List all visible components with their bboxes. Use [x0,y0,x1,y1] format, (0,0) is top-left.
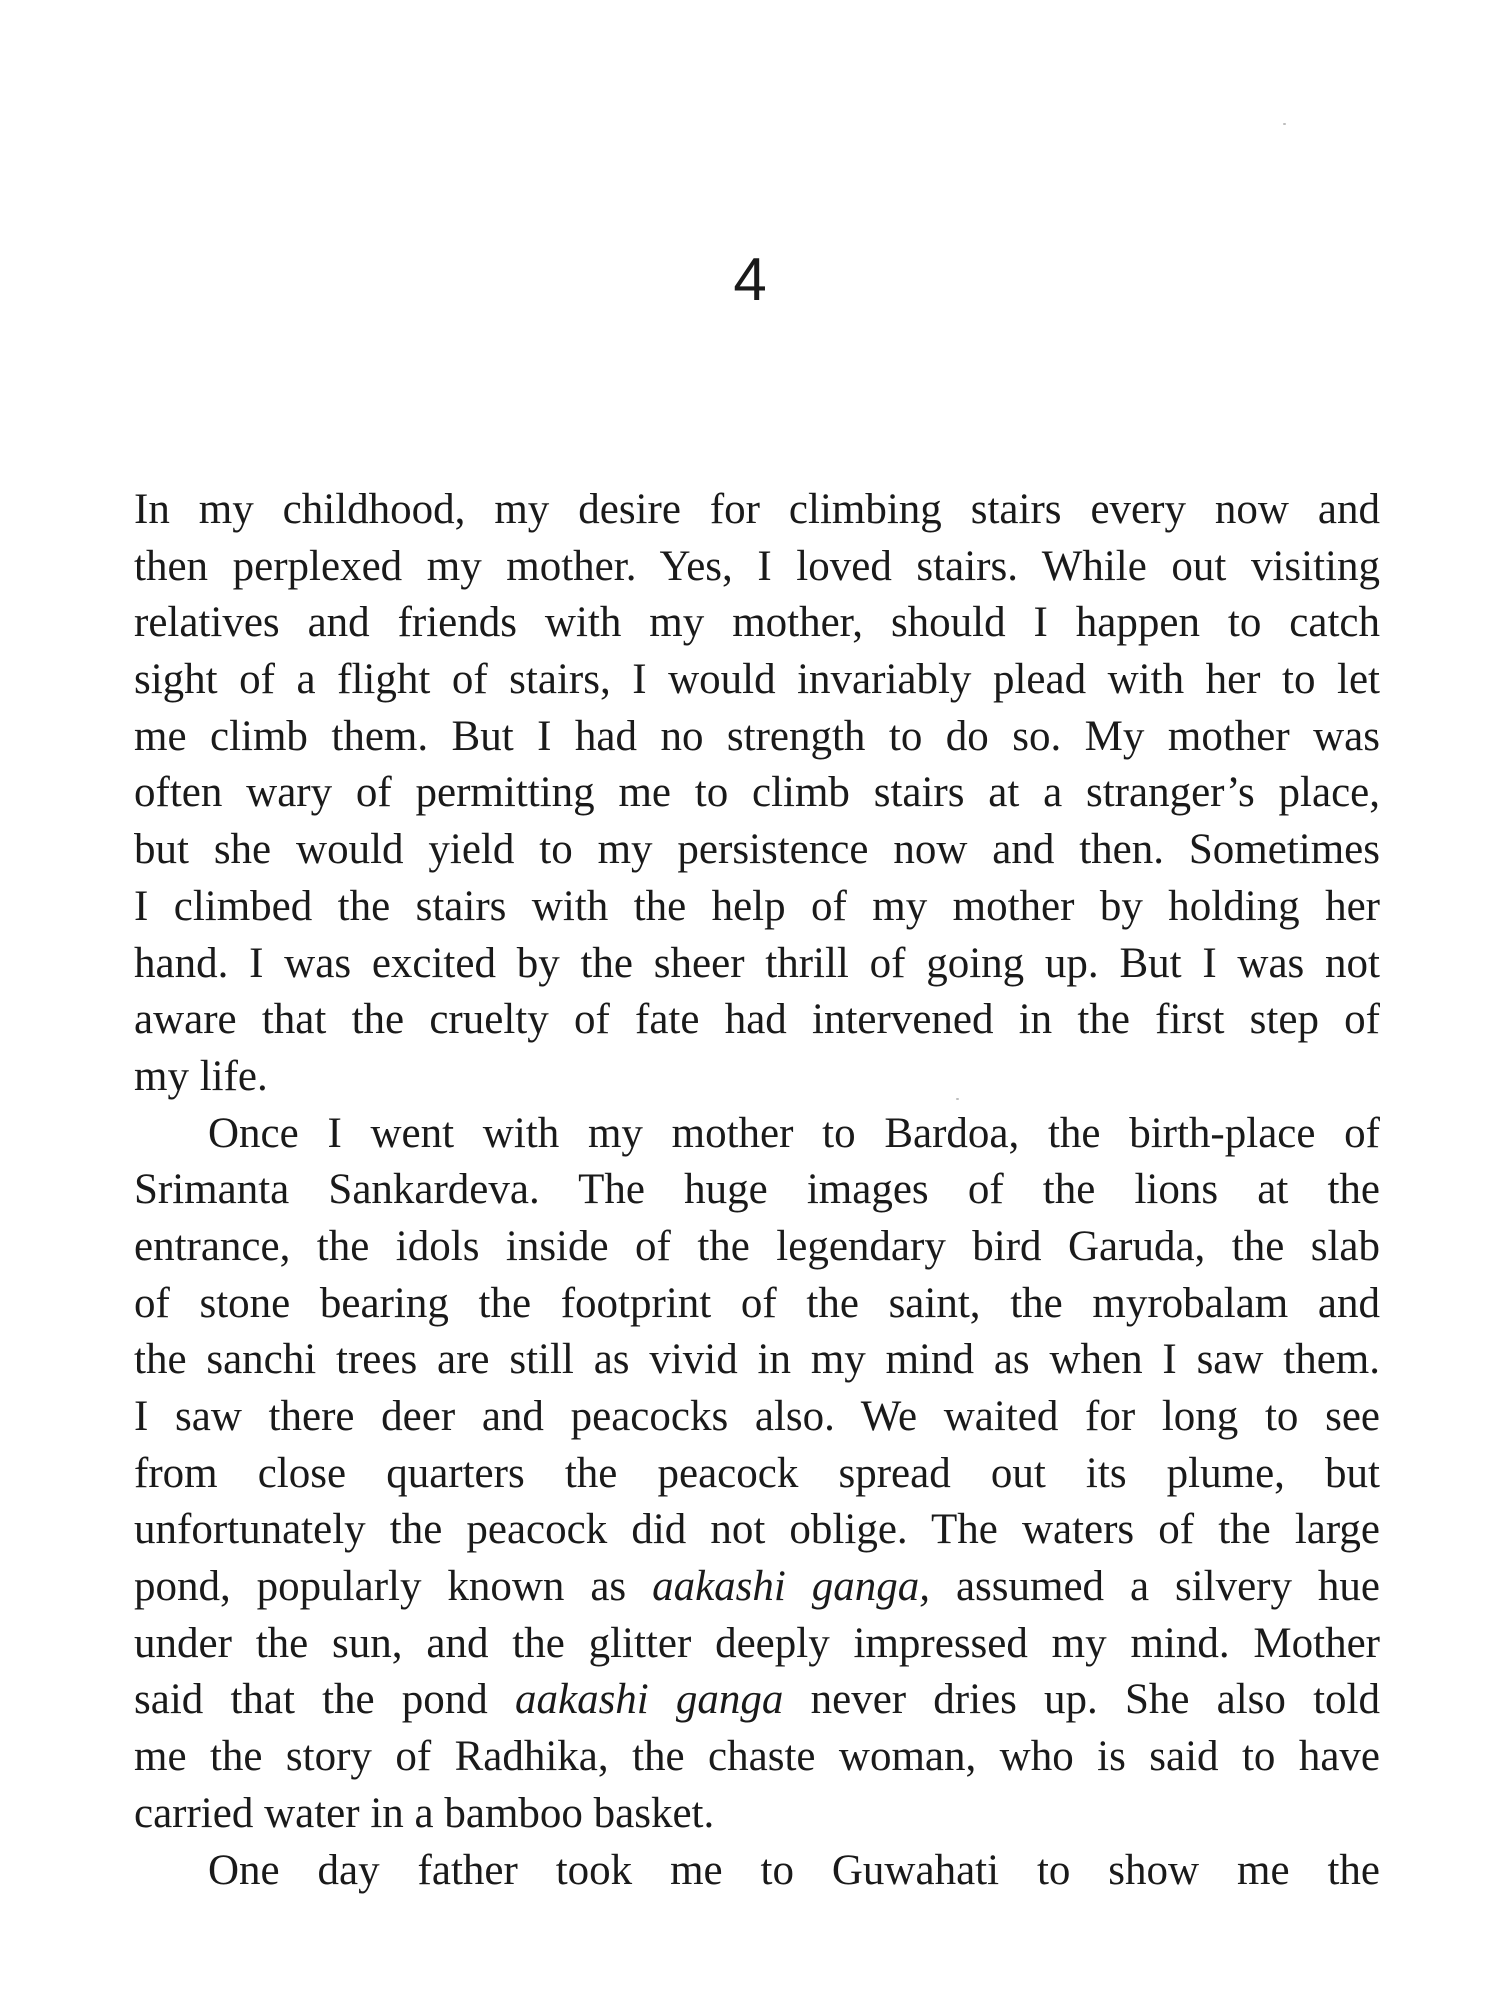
text-segment: never dries up. She also told [783,1676,1380,1724]
text-line [134,1786,1380,1843]
text-line [134,1672,1380,1729]
text-segment: my life. [134,1052,268,1100]
paper-speck [1283,123,1286,125]
text-segment-italic: aakashi ganga, [652,1563,931,1611]
text-segment: entrance, the idols inside of the legendary bird Garuda, the slab [134,1222,1380,1270]
text-segment: I climbed the stairs with the help of my mother by holding her [134,882,1380,930]
text-segment: In my childhood, my desire for climbing stairs every now and [134,486,1380,533]
text-segment: hand. I was excited by the sheer thrill of going up. But I was not [134,939,1380,987]
text-segment: pond, popularly known as [134,1563,653,1611]
text-segment-italic: aakashi ganga [514,1676,784,1724]
text-segment: me climb them. But I had no strength to do so. My mother was [134,712,1380,760]
text-segment: me the story of Radhika, the chaste woman, who is said to have [134,1733,1380,1781]
text-segment: Once I went with my mother to Bardoa, the birth-place of [208,1109,1380,1157]
text-line [134,1332,1380,1389]
text-line [134,595,1380,652]
text-segment: then perplexed my mother. Yes, I loved stairs. While out visiting [134,542,1380,590]
text-line [134,709,1380,766]
text-segment: I saw there deer and peacocks also. We waited for long to see [134,1393,1380,1440]
text-line [134,1559,1380,1616]
text-segment: from close quarters the peacock spread out its plume, but [134,1449,1380,1497]
text-line [134,765,1380,822]
text-segment: but she would yield to my persistence now and then. Sometimes [134,826,1380,874]
text-line [134,1219,1380,1276]
text-segment: Srimanta Sankardeva. The huge images of the lions at the [134,1166,1380,1214]
text-line [134,992,1380,1049]
text-segment: assumed a silvery hue [930,1563,1380,1611]
text-segment: relatives and friends with my mother, should I happen to catch [134,599,1380,647]
text-segment: under the sun, and the glitter deeply impressed my mind. Mother [134,1619,1380,1667]
paper-speck [956,1098,959,1100]
text-segment: sight of a flight of stairs, I would invariably plead with her to let [134,656,1380,704]
text-line [134,539,1380,596]
text-segment: said that the pond [134,1676,515,1724]
text-line [134,822,1380,879]
text-line [134,482,1380,539]
text-line [134,1843,1380,1900]
text-line [134,1502,1380,1559]
text-segment: of stone bearing the footprint of the saint, the myrobalam and [134,1279,1380,1327]
text-segment: aware that the cruelty of fate had intervened in the first step of [134,996,1380,1044]
text-line [134,879,1380,936]
chapter-number: 4 [733,246,767,313]
text-line [134,1616,1380,1673]
text-segment: One day father took me to Guwahati to show me the [208,1846,1380,1894]
text-line [134,936,1380,993]
text-line [134,1389,1380,1446]
text-line [134,652,1380,709]
chapter-body [134,482,1380,1899]
text-line [134,1446,1380,1503]
text-line [134,1106,1380,1163]
text-line [134,1729,1380,1786]
text-segment: often wary of permitting me to climb stairs at a stranger’s place, [134,769,1380,817]
text-segment: unfortunately the peacock did not oblige. The waters of the large [134,1506,1380,1554]
text-segment: the sanchi trees are still as vivid in my mind as when I saw them. [134,1336,1380,1384]
text-line [134,1162,1380,1219]
text-line [134,1049,1380,1106]
text-segment: carried water in a bamboo basket. [134,1789,715,1837]
text-line [134,1276,1380,1333]
